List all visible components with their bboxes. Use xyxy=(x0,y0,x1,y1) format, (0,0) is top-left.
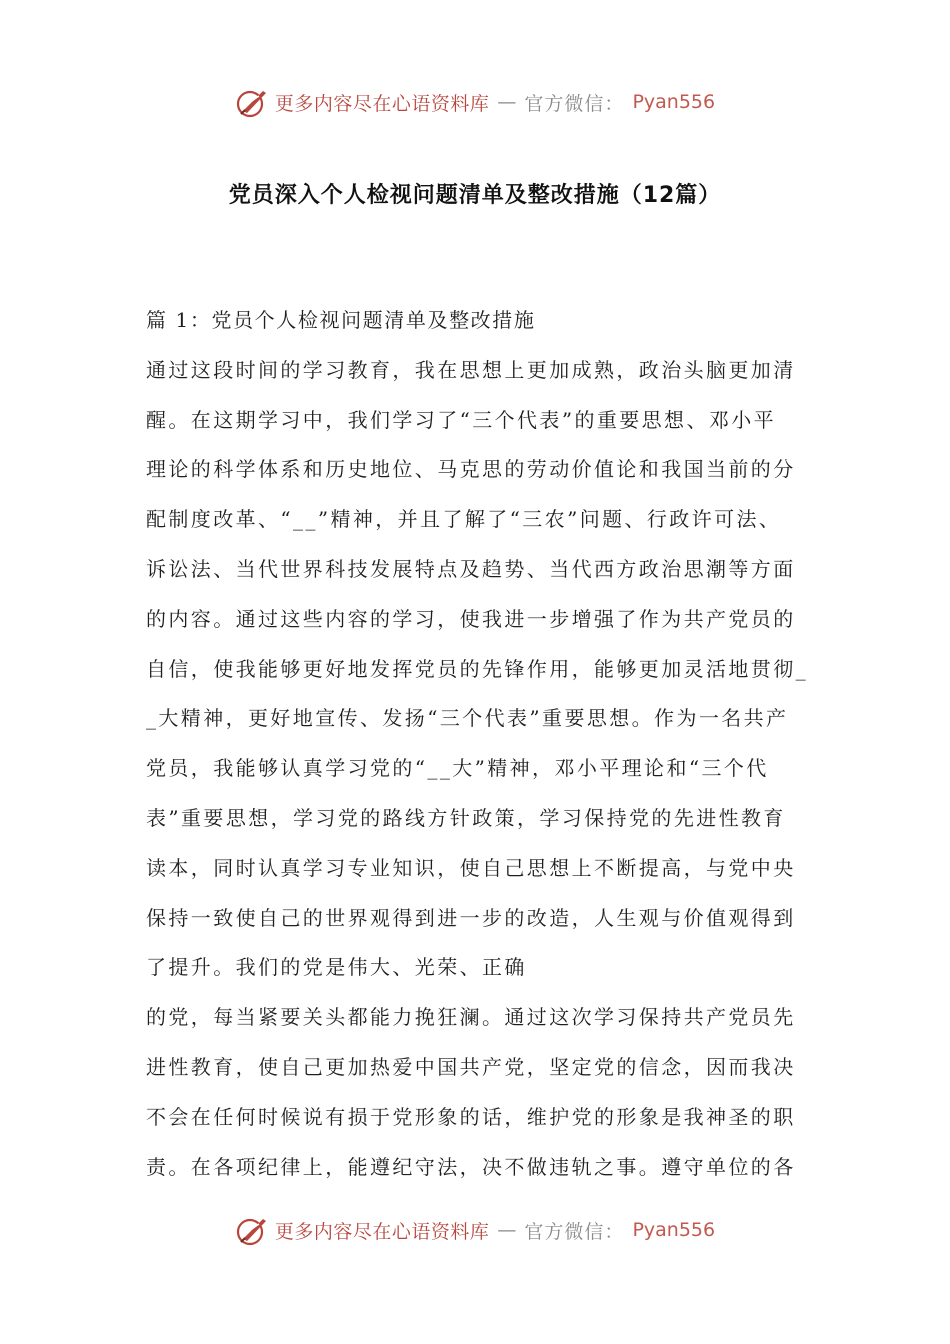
promo-text: 更多内容尽在心语资料库 xyxy=(274,92,490,115)
header-promo-banner xyxy=(0,82,950,122)
footer-promo-banner xyxy=(0,1210,950,1250)
paragraph-line: 不会在任何时候说有损于党形象的话，维护党的形象是我神圣的职 xyxy=(146,1104,796,1129)
wechat-id: Pyan556 xyxy=(632,91,716,113)
paragraph-line: 自信，使我能够更好地发挥党员的先锋作用，能够更加灵活地贯彻_ xyxy=(146,656,808,681)
paragraph-line: 责。在各项纪律上，能遵纪守法，决不做违轨之事。遵守单位的各 xyxy=(146,1154,796,1179)
paragraph-line: 诉讼法、当代世界科技发展特点及趋势、当代西方政治思潮等方面 xyxy=(146,556,796,581)
promo-dash: — xyxy=(497,91,517,113)
paragraph-line: 党员，我能够认真学习党的“__大”精神，邓小平理论和“三个代 xyxy=(146,756,769,781)
paragraph-line: 的党，每当紧要关头都能力挽狂澜。通过这次学习保持共产党员先 xyxy=(146,1005,796,1030)
paragraph-line: 保持一致使自己的世界观得到进一步的改造，人生观与价值观得到 xyxy=(146,905,796,930)
quill-pen-logo-icon xyxy=(235,1213,269,1247)
promo-text: 更多内容尽在心语资料库 xyxy=(274,1220,490,1243)
official-wechat-label: 官方微信： xyxy=(524,1220,625,1243)
paragraph-line: 表”重要思想，学习党的路线方针政策，学习保持党的先进性教育 xyxy=(146,805,786,830)
paragraph-line: 配制度改革、“__”精神，并且了解了“三农”问题、行政许可法、 xyxy=(146,507,782,532)
document-title: 党员深入个人检视问题清单及整改措施（12篇） xyxy=(228,183,722,208)
paragraph-line: 读本，同时认真学习专业知识，使自己思想上不断提高，与党中央 xyxy=(146,855,796,880)
paragraph-line: 醒。在这期学习中，我们学习了“三个代表”的重要思想、邓小平 xyxy=(146,407,777,432)
paragraph-line: 了提升。我们的党是伟大、光荣、正确 xyxy=(146,955,527,980)
section-heading: 篇 1：党员个人检视问题清单及整改措施 xyxy=(146,308,536,332)
paragraph-line: 理论的科学体系和历史地位、马克思的劳动价值论和我国当前的分 xyxy=(146,457,796,482)
paragraph-line: 进性教育，使自己更加热爱中国共产党，坚定党的信念，因而我决 xyxy=(146,1054,796,1079)
wechat-id: Pyan556 xyxy=(632,1219,716,1241)
paragraph-line: 通过这段时间的学习教育，我在思想上更加成熟，政治头脑更加清 xyxy=(146,357,796,382)
paragraph-line: 的内容。通过这些内容的学习，使我进一步增强了作为共产党员的 xyxy=(146,606,796,631)
official-wechat-label: 官方微信： xyxy=(524,92,625,115)
paragraph-line: _大精神，更好地宣传、发扬“三个代表”重要思想。作为一名共产 xyxy=(146,706,789,731)
document-body xyxy=(146,296,808,1192)
promo-dash: — xyxy=(497,1219,517,1241)
quill-pen-logo-icon xyxy=(235,85,269,119)
